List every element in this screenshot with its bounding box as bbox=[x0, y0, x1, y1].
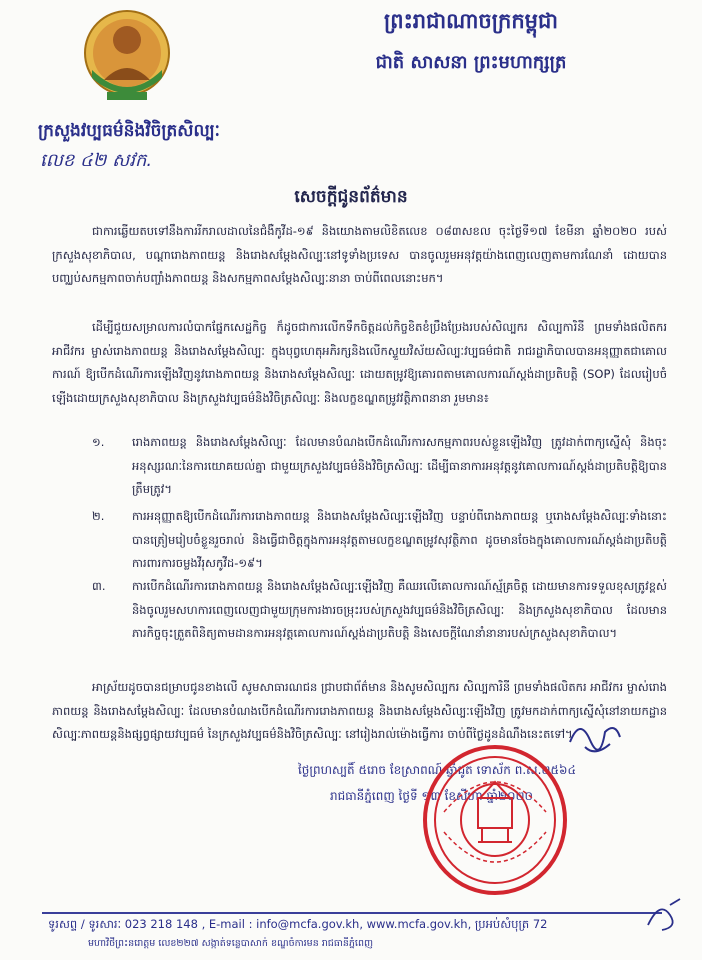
signature bbox=[565, 712, 625, 762]
official-seal bbox=[420, 742, 570, 897]
ministry-name: ក្រសួងវប្បធម៌និងវិចិត្រសិល្បៈ bbox=[38, 121, 220, 141]
list-item-text: ការអនុញ្ញាតឱ្យបើកដំណើរការរោងភាពយន្ត និងរោងសម្ដែងសិល្បៈឡើងវិញ បន្ទាប់ពីរោងភាពយន្ត ឬរោងសម្ដែងសិល្បៈទាំងនោះបានត្រៀមរៀបចំខ្លួនរួចរាល់ និងធ្វើជាថិត្តក្នុងការអនុវត្តតាមលក្ខខណ្ឌតម្រូវសុវត្ថិភាព ដូចមានចែងក្នុងគោលការណ៍ស្តង់ដាប្រតិបត្តិការពារការចម្លងវីរុសកូវីដ-១៩។ bbox=[132, 509, 667, 570]
national-motto: ជាតិ សាសនា ព្រះមហាក្សត្រ bbox=[375, 52, 567, 73]
list-item bbox=[52, 505, 667, 576]
document-title: សេចក្ដីជូនព័ត៌មាន bbox=[294, 187, 408, 207]
list-item-text: រោងភាពយន្ត និងរោងសម្ដែងសិល្បៈ ដែលមានបំណងបើកដំណើរការសកម្មភាពរបស់ខ្លួនឡើងវិញ ត្រូវដាក់ពាក្យស្នើសុំ និងចុះអនុស្សរណៈនៃការយោគយល់គ្នា ជាមួយក្រសួងវប្បធម៌និងវិចិត្រសិល្បៈ ដើម្បីធានាការអនុវត្តនូវគោលការណ៍ស្តង់ដាប្រតិបត្តិឱ្យបានត្រឹមត្រូវ។ bbox=[132, 435, 667, 496]
list-item-text: ការបើកដំណើរការរោងភាពយន្ត និងរោងសម្ដែងសិល្បៈឡើងវិញ គឺឈរលើគោលការណ៍ស្ម័គ្រចិត្ត ដោយមានការទទួលខុសត្រូវខ្ពស់ និងចូលរួមសហការពេញលេញជាមួយក្រុមការងារចម្រុះរបស់ក្រសួងវប្បធម៌និងវិចិត្រសិល្បៈ និងក្រសួងសុខាភិបាល ដែលមានភារកិច្ចចុះត្រួតពិនិត្យតាមដានការអនុវត្តគោលការណ៍ស្តង់ដាប្រតិបត្តិ និងសេចក្ដីណែនាំនានារបស់ក្រសួងសុខាភិបាល។ bbox=[132, 579, 667, 640]
reference-number: លេខ ៤២ សវក. bbox=[40, 150, 153, 171]
solar-date: រាជធានីភ្នំពេញ ថ្ងៃទី ១៣ ខែសីហា ឆ្នាំ២០២០ bbox=[330, 789, 534, 803]
list-item bbox=[52, 575, 667, 646]
list-item-number: ២. bbox=[92, 509, 105, 523]
list-item-number: ៣. bbox=[92, 579, 106, 593]
list-item bbox=[52, 431, 667, 502]
paragraph-intro: ជាការឆ្លើយតបទៅនឹងការរីករាលដាលនៃជំងឺកូវីដ-១៩ និងយោងតាមលិខិតលេខ ០៨៣សខល ចុះថ្ងៃទី១៧ ខែមីនា ឆ្នាំ២០២០ របស់ក្រសួងសុខាភិបាល, បណ្ដារោងភាពយន្ត និងរោងសម្ដែងសិល្បៈនៅទូទាំងប្រទេស បានចូលរួមអនុវត្តយ៉ាងពេញលេញតាមការណែនាំ ដោយបានបញ្ឈប់សកម្មភាពចាក់បញ្ចាំងភាពយន្ត និងសកម្មភាពសម្ដែងសិល្បៈនានា ចាប់ពីពេលនោះមក។ bbox=[52, 224, 667, 285]
paragraph-measures: ដើម្បីជួយសម្រាលការលំបាកផ្នែកសេដ្ឋកិច្ច ក៏ដូចជាការលើកទឹកចិត្តដល់កិច្ចខិតខំប្រឹងប្រែងរបស់សិល្បករ សិល្បការិនី ព្រមទាំងផលិតករ អាជីវករ ម្ចាស់រោងភាពយន្ត និងរោងសម្ដែងសិល្បៈ ក្នុងបុព្វហេតុអភិរក្សនិងលើកស្ទួយវិស័យសិល្បៈវប្បធម៌ជាតិ រាជរដ្ឋាភិបាលបានអនុញ្ញាតជាគោលការណ៍ ឱ្យបើកដំណើរការឡើងវិញនូវរោងភាពយន្ត និងរោងសម្ដែងសិល្បៈ ដោយតម្រូវឱ្យគោរពតាមគោលការណ៍ស្តង់ដាប្រតិបត្តិ (SOP) ដែលរៀបចំឡើងដោយក្រសួងសុខាភិបាល និងក្រសួងវប្បធម៌និងវិចិត្រសិល្បៈ និងលក្ខខណ្ឌតម្រូវវត្តិភាពនានា រួមមាន៖ bbox=[52, 320, 667, 405]
lunar-date: ថ្ងៃព្រហស្បតិ៍ ៥រោច ខែស្រាពណ៍ ឆ្នាំជូត ទោស័ក ព.ស.២៥៦៤ bbox=[298, 763, 576, 777]
footer-divider bbox=[42, 912, 662, 914]
footer-contact: ទូរសព្ទ / ទូរសារៈ 023 218 148 , E-mail : info@mcfa.gov.kh, www.mcfa.gov.kh, ប្រអប់សំបុត្រ 72 bbox=[48, 917, 548, 931]
footer-address: មហាវិថីព្រះនរោត្តម លេខ២២៧ សង្កាត់ទន្លេបាសាក់ ខណ្ឌចំការមន រាជធានីភ្នំពេញ bbox=[88, 938, 374, 949]
kingdom-heading: ព្រះរាជាណាចក្រកម្ពុជា bbox=[383, 9, 558, 33]
list-item-number: ១. bbox=[92, 435, 105, 449]
paragraph-closing: អាស្រ័យដូចបានជម្រាបជូនខាងលើ សូមសាធារណជន ជ្រាបជាព័ត៌មាន និងសូមសិល្បករ សិល្បការិនី ព្រមទាំងផលិតករ អាជីវករ ម្ចាស់រោងភាពយន្ត និងរោងសម្ដែងសិល្បៈ ដែលមានបំណងបើកដំណើរការរោងភាពយន្ត និងរោងសម្ដែងសិល្បៈឡើងវិញ ត្រូវមកដាក់ពាក្យស្នើសុំនៅនាយកដ្ឋានសិល្បៈភាពយន្តនិងផ្សព្វផ្សាយវប្បធម៌ នៃក្រសួងវប្បធម៌និងវិចិត្រសិល្បៈ នៅរៀងរាល់ម៉ោងធ្វើការ ចាប់ពីថ្ងៃដូនដំណឹងនេះតទៅ។ bbox=[52, 680, 667, 741]
initials-signature bbox=[640, 895, 685, 935]
